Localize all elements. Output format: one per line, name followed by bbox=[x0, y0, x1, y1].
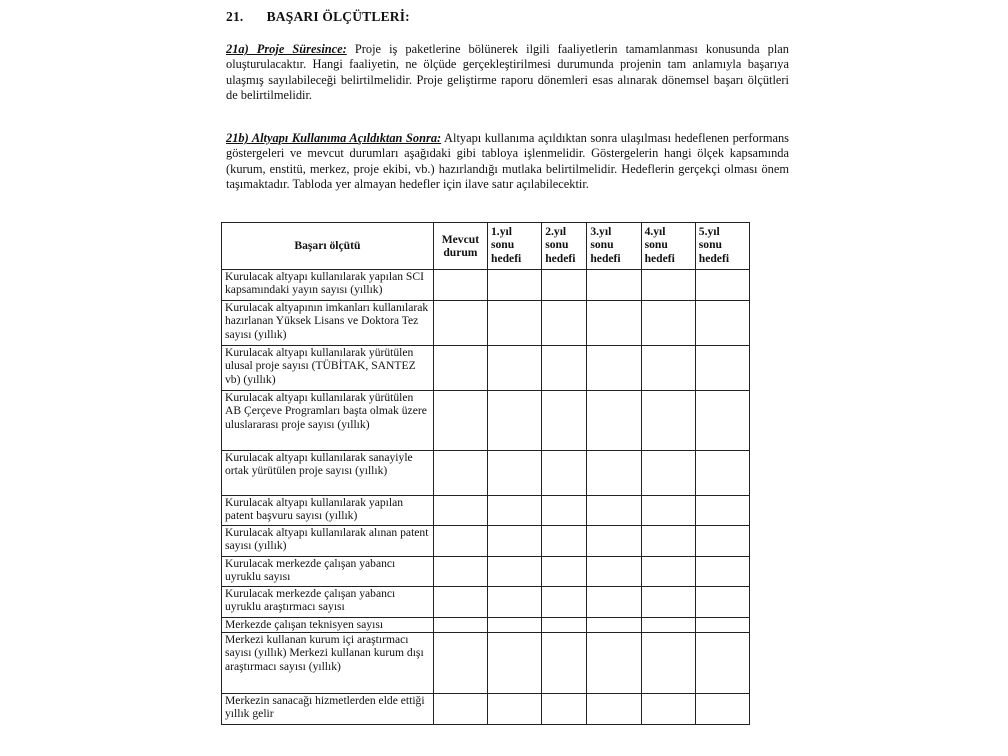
value-cell[interactable] bbox=[695, 346, 749, 391]
value-cell[interactable] bbox=[542, 301, 587, 346]
value-cell[interactable] bbox=[488, 270, 542, 301]
value-cell[interactable] bbox=[433, 618, 487, 633]
value-cell[interactable] bbox=[641, 391, 695, 451]
table-row bbox=[222, 301, 750, 346]
value-cell[interactable] bbox=[433, 270, 487, 301]
header-year-line: sonu bbox=[590, 238, 614, 252]
value-cell[interactable] bbox=[542, 633, 587, 694]
value-cell[interactable] bbox=[433, 391, 487, 451]
value-cell[interactable] bbox=[488, 496, 542, 526]
value-cell[interactable] bbox=[488, 526, 542, 557]
header-year-line: hedefi bbox=[545, 251, 576, 265]
value-cell[interactable] bbox=[641, 301, 695, 346]
criterion-cell: Merkezin sanacağı hizmetlerden elde ettiği yıllık gelir bbox=[222, 694, 434, 725]
value-cell[interactable] bbox=[641, 451, 695, 496]
header-current-line: durum bbox=[443, 246, 478, 259]
header-year-line: sonu bbox=[491, 238, 515, 252]
header-year-line: sonu bbox=[698, 238, 722, 252]
paragraph-text-21a: Proje iş paketlerine bölünerek ilgili faaliyetlerin tamamlanması konusunda plan oluşturulacaktır. Hangi faaliyetin, ne ölçüde gerçekleştirilmesi durumunda projenin tam anlamıyla başarıya ulaşmış sayılabileceği belirtilmelidir. Proje geliştirme raporu dönemleri esas alınarak dönemsel başarı ölçütleri de belirtilmelidir. bbox=[226, 42, 789, 103]
criterion-cell: Kurulacak altyapı kullanılarak alınan patent sayısı (yıllık) bbox=[222, 526, 434, 557]
value-cell[interactable] bbox=[488, 451, 542, 496]
criterion-cell: Merkezi kullanan kurum içi araştırmacı sayısı (yıllık) Merkezi kullanan kurum dışı araştırmacı sayısı (yıllık) bbox=[222, 633, 434, 694]
value-cell[interactable] bbox=[542, 618, 587, 633]
criterion-cell: Kurulacak altyapı kullanılarak sanayiyle ortak yürütülen proje sayısı (yıllık) bbox=[222, 451, 434, 496]
value-cell[interactable] bbox=[433, 587, 487, 618]
table-row bbox=[222, 557, 750, 587]
value-cell[interactable] bbox=[587, 496, 641, 526]
criterion-cell: Kurulacak merkezde çalışan yabancı uyruklu sayısı bbox=[222, 557, 434, 587]
header-year-line: 2.yıl bbox=[545, 225, 567, 238]
value-cell[interactable] bbox=[542, 346, 587, 391]
value-cell[interactable] bbox=[641, 270, 695, 301]
header-year-line: 1.yıl bbox=[491, 225, 512, 238]
header-year-line: hedefi bbox=[590, 251, 621, 265]
paragraph-project-duration bbox=[226, 42, 789, 104]
value-cell[interactable] bbox=[695, 694, 749, 725]
value-cell[interactable] bbox=[695, 496, 749, 526]
value-cell[interactable] bbox=[542, 526, 587, 557]
value-cell[interactable] bbox=[542, 451, 587, 496]
value-cell[interactable] bbox=[587, 526, 641, 557]
value-cell[interactable] bbox=[433, 451, 487, 496]
table-row bbox=[222, 391, 750, 451]
header-current-line: Mevcut bbox=[441, 232, 480, 246]
criterion-cell: Kurulacak altyapının imkanları kullanılarak hazırlanan Yüksek Lisans ve Doktora Tez sayısı (yıllık) bbox=[222, 301, 434, 346]
value-cell[interactable] bbox=[488, 694, 542, 725]
paragraph-lead-21b: 21b) Altyapı Kullanıma Açıldıktan Sonra: bbox=[226, 131, 442, 145]
value-cell[interactable] bbox=[488, 391, 542, 451]
value-cell[interactable] bbox=[587, 270, 641, 301]
table-body bbox=[222, 270, 750, 725]
table-row bbox=[222, 451, 750, 496]
value-cell[interactable] bbox=[433, 557, 487, 587]
header-year-line: hedefi bbox=[491, 251, 522, 265]
value-cell[interactable] bbox=[488, 618, 542, 633]
value-cell[interactable] bbox=[587, 587, 641, 618]
criterion-cell: Kurulacak altyapı kullanılarak yapılan patent başvuru sayısı (yıllık) bbox=[222, 496, 434, 526]
value-cell[interactable] bbox=[695, 451, 749, 496]
value-cell[interactable] bbox=[695, 557, 749, 587]
value-cell[interactable] bbox=[587, 346, 641, 391]
table-row bbox=[222, 526, 750, 557]
paragraph-text-21b: Altyapı kullanıma açıldıktan sonra ulaşılması hedeflenen performans göstergeleri ve mevcut durumları aşağıdaki gibi tabloya işlenmelidir. Göstergelerin hangi ölçek kapsamında (kurum, enstitü, merkez, proje ekibi, vb.) hazırlandığı mutlaka belirtilmelidir. Hedeflerin gerçekçi olması önem taşımaktadır. Tabloda yer almayan hedefler için ilave satır açılabilecektir. bbox=[226, 131, 789, 192]
header-year-1 bbox=[488, 223, 542, 270]
paragraph-after-opening bbox=[226, 131, 789, 193]
header-year-2 bbox=[542, 223, 587, 270]
value-cell[interactable] bbox=[542, 270, 587, 301]
header-year-line: hedefi bbox=[644, 251, 675, 265]
criterion-cell: Merkezde çalışan teknisyen sayısı bbox=[222, 618, 434, 633]
header-year-5 bbox=[695, 223, 749, 270]
success-criteria-table bbox=[221, 222, 750, 725]
table-row bbox=[222, 587, 750, 618]
header-year-line: 3.yıl bbox=[590, 225, 612, 238]
criterion-cell: Kurulacak altyapı kullanılarak yürütülen AB Çerçeve Programları başta olmak üzere uluslararası proje sayısı (yıllık) bbox=[222, 391, 434, 451]
criterion-cell: Kurulacak altyapı kullanılarak yapılan SCI kapsamındaki yayın sayısı (yıllık) bbox=[222, 270, 434, 301]
header-year-3 bbox=[587, 223, 641, 270]
paragraph-lead-21a: 21a) Proje Süresince: bbox=[226, 42, 347, 56]
value-cell[interactable] bbox=[695, 301, 749, 346]
table-row bbox=[222, 633, 750, 694]
value-cell[interactable] bbox=[542, 694, 587, 725]
table-row bbox=[222, 496, 750, 526]
header-year-4 bbox=[641, 223, 695, 270]
section-heading bbox=[226, 9, 410, 25]
value-cell[interactable] bbox=[433, 346, 487, 391]
value-cell[interactable] bbox=[695, 618, 749, 633]
value-cell[interactable] bbox=[488, 557, 542, 587]
value-cell[interactable] bbox=[695, 270, 749, 301]
table-header-row bbox=[222, 223, 750, 270]
value-cell[interactable] bbox=[641, 346, 695, 391]
value-cell[interactable] bbox=[695, 633, 749, 694]
value-cell[interactable] bbox=[542, 587, 587, 618]
value-cell[interactable] bbox=[641, 618, 695, 633]
table-row bbox=[222, 618, 750, 633]
value-cell[interactable] bbox=[433, 633, 487, 694]
value-cell[interactable] bbox=[488, 346, 542, 391]
header-year-line: hedefi bbox=[698, 251, 730, 265]
value-cell[interactable] bbox=[433, 694, 487, 725]
header-year-line: sonu bbox=[545, 238, 569, 252]
value-cell[interactable] bbox=[587, 694, 641, 725]
criterion-cell: Kurulacak merkezde çalışan yabancı uyruklu araştırmacı sayısı bbox=[222, 587, 434, 618]
section-title: BAŞARI ÖLÇÜTLERİ: bbox=[266, 9, 410, 24]
value-cell[interactable] bbox=[542, 391, 587, 451]
header-criterion: Başarı ölçütü bbox=[222, 223, 434, 270]
value-cell[interactable] bbox=[587, 557, 641, 587]
header-current-status bbox=[433, 223, 487, 270]
header-year-line: 5.yıl bbox=[698, 225, 720, 238]
value-cell[interactable] bbox=[488, 587, 542, 618]
value-cell[interactable] bbox=[587, 301, 641, 346]
value-cell[interactable] bbox=[641, 526, 695, 557]
value-cell[interactable] bbox=[641, 496, 695, 526]
value-cell[interactable] bbox=[488, 633, 542, 694]
value-cell[interactable] bbox=[695, 391, 749, 451]
value-cell[interactable] bbox=[542, 496, 587, 526]
table-row bbox=[222, 346, 750, 391]
table-row bbox=[222, 270, 750, 301]
value-cell[interactable] bbox=[587, 633, 641, 694]
value-cell[interactable] bbox=[641, 557, 695, 587]
header-year-line: 4.yıl bbox=[644, 225, 666, 238]
value-cell[interactable] bbox=[641, 694, 695, 725]
table-row bbox=[222, 694, 750, 725]
criterion-cell: Kurulacak altyapı kullanılarak yürütülen ulusal proje sayısı (TÜBİTAK, SANTEZ vb) (yıllık) bbox=[222, 346, 434, 391]
value-cell[interactable] bbox=[587, 391, 641, 451]
value-cell[interactable] bbox=[641, 587, 695, 618]
value-cell[interactable] bbox=[488, 301, 542, 346]
value-cell[interactable] bbox=[587, 618, 641, 633]
value-cell[interactable] bbox=[433, 301, 487, 346]
value-cell[interactable] bbox=[641, 633, 695, 694]
value-cell[interactable] bbox=[695, 526, 749, 557]
section-number: 21. bbox=[226, 9, 244, 24]
value-cell[interactable] bbox=[587, 451, 641, 496]
value-cell[interactable] bbox=[433, 526, 487, 557]
value-cell[interactable] bbox=[695, 587, 749, 618]
value-cell[interactable] bbox=[433, 496, 487, 526]
value-cell[interactable] bbox=[542, 557, 587, 587]
header-year-line: sonu bbox=[644, 238, 668, 252]
